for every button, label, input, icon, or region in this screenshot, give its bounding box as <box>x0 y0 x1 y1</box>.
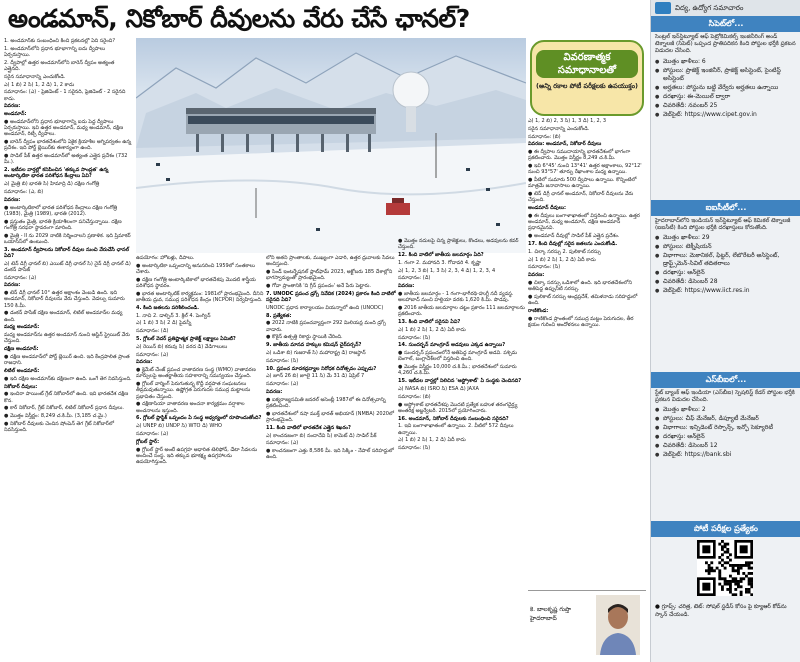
paragraph: వివరణ: <box>398 283 415 290</box>
list-item: ● మొత్తం ఖాళీలు: 6 <box>655 58 797 66</box>
paragraph: 1. అండమాన్‌కు సంబంధించి కింది ప్రకటనల్లో ఏది సరైంది? <box>4 38 115 44</box>
paragraph: ● చిల్కా సరస్సు ఒడిశాలో ఉంది. ఇది భారతదేశంలోని అతిపెద్ద ఉప్పునీటి సరస్సు. <box>528 279 632 293</box>
paragraph: ఎ) జూన్ 26 బి) జూలై 11 సి) మే 31 డి) ఏప్రిల్ 7 <box>266 373 365 380</box>
website-link[interactable]: ● వెబ్‌సైట్: https://www.iict.res.in <box>655 287 797 295</box>
paragraph: ● మొత్తం విస్తీర్ణం 10,000 చ.కి.మీ.; భారతదేశంలో సుమారు 4,260 చ.కి.మీ. <box>398 364 517 377</box>
list-item: ● మొత్తం ఖాళీలు: 29 <box>655 234 797 242</box>
paragraph: 1. చిల్కా సరస్సు 2. పులికాట్ సరస్సు <box>528 248 601 255</box>
job-box-title: సిపెట్‌లో... <box>651 16 800 32</box>
paragraph: 16. అండమాన్, నికోబార్ దీవులకు సంబంధించి సరైనది? <box>398 415 509 422</box>
author-name-block <box>530 605 594 623</box>
column-5 <box>528 118 646 588</box>
paragraph: ఎ) UNEP బి) UNDP సి) WTO డి) WHO <box>136 423 222 430</box>
list-item: ● చివరితేదీ: డిసెంబర్ 12 <box>655 442 797 450</box>
author-name: కె. బాలకృష్ణ గుప్తా <box>530 606 572 613</box>
paragraph: ఎ) 1 బి) 2 సి) 1, 2 డి) ఏదీ కాదు <box>398 437 466 444</box>
list-item: ● చివరితేదీ: డిసెంబర్ 28 <box>655 278 797 286</box>
paragraph: ● దక్షిణ గంగోత్రి అంటార్కిటికాలో భారతదేశపు మొదటి శాస్త్రీయ పరిశోధన స్థావరం. <box>136 276 256 289</box>
paragraph: ● అండమాన్ దీవుల్లో సాడిల్ పీక్ ఎత్తైన ప్రదేశం. <box>528 233 620 240</box>
paragraph: 1. నాచి 2. డాల్ఫిన్ 3. క్రిల్ 4. పెంగ్విన్ <box>136 312 211 319</box>
paragraph: నికోబార్ దీవులు: <box>4 383 38 390</box>
paragraph: ● మొత్తం విస్తీర్ణం: 8,249 చ.కి.మీ. (3,185 చ.మై.) <box>4 413 107 420</box>
paragraph: ● 2016 జాతీయ జలమార్గాల చట్టం ప్రకారం 111 జలమార్గాలను ప్రకటించారు. <box>398 304 525 318</box>
website-link[interactable]: ● వెబ్‌సైట్: https://www.cipet.gov.in <box>655 111 797 119</box>
paragraph: ● అంటార్కిటికా ఒప్పందాన్ని అనుసరించి 1959లో సంతకాలు చేశారు. <box>136 262 255 275</box>
job-box-desc: స్టేట్ బ్యాంక్ ఆఫ్ ఇండియా (ఎస్‌బీఐ) స్పెషలిస్ట్ కేడర్ పోస్టుల భర్తీకి ప్రకటన విడుదల చేసింది. <box>655 390 795 404</box>
paragraph: ● అండమాన్‌లోని ప్రధాన భూభాగాన్ని ఐదు పెద్ద ద్వీపాలు ఏర్పరుస్తాయి. ఇవి ఉత్తర అండమాన్, మధ్య అండమాన్, దక్షిణ అండమాన్, రిట్చీ ద్వీపాలు. <box>4 118 124 138</box>
paragraph: మధ్య అండమాన్: <box>4 324 40 331</box>
job-box-iict <box>651 200 800 370</box>
paragraph: సమాధానం: (బి) <box>528 133 561 140</box>
paragraph: 2. ఇటీవల వార్తల్లో కనిపించిన 'తక్కువ సాంద్రత' ఉన్న అంటార్కిటికా భారత పరిశోధన కేంద్రాలు ఏవి? <box>4 167 109 180</box>
paragraph: సమాధానం: (ఎ) <box>4 274 37 281</box>
sidebar-header <box>651 0 800 16</box>
paragraph: సమాధానం: (ఎ) <box>136 430 169 437</box>
badge-subtitle: (అన్ని రకాల పోటీ పరీక్షలకు ఉపయుక్తం) <box>536 82 638 90</box>
paragraph: ● దక్షిణాసియా వాతావరణ అంచనా కార్యక్రమం వర్షాకాల అంచనాలను ఇస్తుంది. <box>136 401 245 414</box>
station-illustration <box>136 38 526 253</box>
list-item: ● దరఖాస్తు: ఈ-మెయిల్ ద్వారా <box>655 93 797 101</box>
paragraph: ● ఈ దీవులు బంగాళాఖాతంలో విస్తరించి ఉన్నాయి. ఉత్తర అండమాన్, మధ్య అండమాన్, దక్షిణ అండమాన్ ప్రధానమైనవి. <box>528 212 640 232</box>
qr-code-graphic <box>697 540 753 596</box>
paragraph: లోని అతని ప్రాంతాలకు, ముఖ్యంగా ఎడారి, ఉత్తర ధ్రువాలకు సేవలు అందిస్తుంది. <box>266 255 395 268</box>
paragraph: 15. ఇటీవల వార్తల్లో నిలిచిన 'ఆస్ట్రోశాట్' ఏ సంస్థకు చెందినది? <box>398 378 522 385</box>
explanatory-answers-badge <box>530 40 644 116</box>
paragraph: ● సిండ్ ఇంటర్నేషనల్ ప్లాట్‌ఫామ్ 2023, అక్టోబరు 185 దేశాల్లోని భాగస్వామ్యంతో ప్రారంభమైంది. <box>266 269 393 282</box>
qr-caption: ● గ్రూప్స్: చరిత్ర, టెట్: సోషల్ స్టడీస్ కోసం పై క్యూఆర్ కోడ్‌ను స్కాన్ చేయండి. <box>655 604 787 618</box>
paragraph: ● పులికాట్ సరస్సు ఆంధ్రప్రదేశ్, తమిళనాడు సరిహద్దులో ఉంది. <box>528 293 638 307</box>
paragraph: ● దక్షిణ అండమాన్‌లో పోర్ట్ బ్లెయిర్ ఉంది. ఇది కేంద్రపాలిత ప్రాంత రాజధాని. <box>4 353 130 367</box>
qr-code-icon[interactable] <box>697 540 753 596</box>
column-4 <box>398 238 526 658</box>
author-place: హైదరాబాద్ <box>530 615 557 622</box>
headline: అండమాన్, నికోబార్ దీవులను వేరు చేసే ఛానల్? <box>8 4 470 33</box>
paragraph: ● కాంచనజంగా ఎత్తు 8,586 మీ. ఇది సిక్కిం - నేపాల్ సరిహద్దులో ఉంది. <box>266 448 394 461</box>
job-box-desc: హైదరాబాద్‌లోని ఇండియన్ ఇన్‌స్టిట్యూట్ ఆఫ్ కెమికల్ టెక్నాలజీ (ఐఐసీటీ) కింది పోస్టుల భర్తీకి దరఖాస్తులు కోరుతోంది. <box>655 218 791 232</box>
paragraph: రాణికొండ: <box>528 307 549 314</box>
paragraph: 3. అండమాన్ ద్వీపాలను నికోబార్ దీవుల నుంచి వేరుచేసే ఛానల్ ఏది? <box>4 246 130 259</box>
paragraph: ఎ) 1 బి) 3 సి) 2 డి) పైవన్నీ <box>136 320 192 327</box>
paragraph: సరైన సమాధానాన్ని ఎంచుకోండి. <box>528 125 590 132</box>
paragraph: ఎ) మైత్రి బి) భారతి సి) హిమాద్రి డి) దక్షిణ గంగోత్రి <box>4 181 100 188</box>
paragraph: ● ఆస్ట్రోశాట్ భారతదేశపు మొదటి ప్రత్యేక బహుళ తరంగదైర్ఘ్య అంతరిక్ష అబ్జర్వేటరీ. 2015లో ప్రయోగించారు. <box>398 401 518 414</box>
website-link[interactable]: ● వెబ్‌సైట్: https://bank.sbi <box>655 451 797 459</box>
paragraph: ● అంటార్కిటికాలో భారత పరిశోధన కేంద్రాలు దక్షిణ గంగోత్రి (1983), మైత్రి (1989), భారతి (2012). <box>4 204 118 217</box>
column-3 <box>266 255 396 658</box>
paragraph: 2. ద్వీపాల్లో ఉత్తర అండమాన్‌లోని బారెన్ ద్వీపం అత్యంత ఎత్తైనది. <box>4 59 115 72</box>
paragraph: సమాధానం: (సి) <box>398 445 431 452</box>
badge-title: వివరణాత్మక సమాధానాలతో <box>536 50 638 78</box>
paragraph: ● క్లైమేట్ చేంజ్ ప్రపంచ వాతావరణ సంస్థ (WMO) వాతావరణ మార్పులపై అంతర్జాతీయ సహకారాన్ని సమన్వయం చేస్తుంది. <box>136 367 256 380</box>
column-1 <box>4 38 132 658</box>
paragraph: 1. గంగా 2. మహానది 3. గోదావరి 4. కృష్ణా <box>398 259 481 266</box>
paragraph: దక్షిణ అండమాన్: <box>4 346 39 353</box>
paragraph: ● ప్రస్తుతం మైత్రి, భారతి క్రియాశీలంగా పనిచేస్తున్నాయి. దక్షిణ గంగోత్రి సరఫరా స్థావరంగా మారింది. <box>4 218 122 231</box>
list-item: ● దరఖాస్తు: ఆన్‌లైన్ <box>655 269 797 277</box>
paragraph: UNODC ప్రధాన కార్యాలయం వియన్నాలో ఉంది (UNODC) <box>266 304 384 311</box>
paragraph: గ్లోబల్ స్టార్: <box>136 438 160 445</box>
job-box-list <box>651 234 800 295</box>
job-box-title: ఐఐసీటీలో... <box>651 200 800 216</box>
paragraph: వివరణ: <box>266 388 283 395</box>
paragraph: మధ్య అండమాన్‌ను ఉత్తర అండమాన్ నుంచి ఆస్టిన్ స్ట్రెయిట్ వేరు చేస్తుంది. <box>4 332 130 345</box>
paragraph: ● భారతదేశంలో నషా ముక్త్ భారత్ అభియాన్ (NMBA) 2020లో ప్రారంభమైంది. <box>266 410 395 423</box>
paragraph: ● గ్లోబల్ వార్మింగ్ పెరుగుతున్న కొద్దీ వర్షపాత సంఘటనలు తీవ్రమవుతున్నాయి. ఉష్ణోగ్రత పెరుగుదల సముద్ర మట్టాలను ప్రభావితం చేస్తుంది. <box>136 381 251 400</box>
author-portrait <box>596 595 640 655</box>
job-box-title: ఎస్‌బీఐలో... <box>651 372 800 388</box>
list-item: ● విభాగాలు: మెకానికల్, ఫిట్టర్, లేబొరేటరీ అసిస్టెంట్, డ్రాఫ్ట్స్‌మెన్-సివిల్ తదితరాలు <box>655 252 797 268</box>
paragraph: సమాధానం: (ఎ) <box>136 351 169 358</box>
list-item: ● మొత్తం ఖాళీలు: 2 <box>655 406 797 414</box>
paragraph: ● 2022 నాటికి ప్రపంచవ్యాప్తంగా 292 మిలియన్ల మంది డ్రగ్స్ వాడారు. <box>266 320 386 333</box>
paragraph: ● ఐక్యరాజ్యసమితి జనరల్ అసెంబ్లీ 1987లో ఈ దినోత్సవాన్ని ప్రకటించింది. <box>266 396 386 409</box>
paragraph: సమాధానం: (బి) <box>398 393 431 400</box>
paragraph: 12. కింది వాటిలో జాతీయ జలమార్గం ఏది? <box>398 252 484 258</box>
sidebar-header-label: విద్య, ఉద్యోగ సమాచారం <box>675 4 744 12</box>
paragraph: 11. కింది వాటిలో భారతదేశ ఎత్తైన శిఖరం? <box>266 424 351 431</box>
column-2 <box>136 255 264 658</box>
paragraph: అండమాన్: <box>4 111 27 118</box>
paragraph: 1. అండమాన్‌లోని ప్రధాన భూభాగాన్ని ఐదు ద్వీపాలు ఏర్పరుస్తాయి. <box>4 45 106 58</box>
paragraph: లిటిల్ అండమాన్: <box>4 367 40 374</box>
paragraph: వివరణ: <box>4 282 21 289</box>
paragraph: వివరణ: అండమాన్, నికోబార్ దీవులు <box>528 141 602 148</box>
job-box-list <box>651 58 800 119</box>
paragraph: ఎ) టెన్ డిగ్రీ ఛానల్ బి) ఎయిట్ డిగ్రీ ఛానల్ సి) నైన్ డిగ్రీ ఛానల్ డి) డంకన్ పాసేజ్ <box>4 260 131 273</box>
list-item: ● దరఖాస్తు: ఆన్‌లైన్ <box>655 433 797 441</box>
paragraph: ● బారెన్ ద్వీపం భారతదేశంలోని ఏకైక క్రియాశీల అగ్నిపర్వతం ఉన్న ప్రదేశం. ఇది పోర్ట్ బ్లెయిర్‌కు ఈశాన్యంగా ఉంది. <box>4 139 132 152</box>
job-box-cipet <box>651 16 800 198</box>
paragraph: 10. ప్రపంచ మాదకద్రవ్యాల నిరోధక దినోత్సవం ఎప్పుడు? <box>266 365 377 372</box>
paragraph: సమాధానం: (సి) <box>266 357 299 364</box>
sidebar-jobs <box>650 0 800 662</box>
paragraph: సమాధానం: (ఎ) <box>266 381 299 388</box>
paragraph: 8. ప్రత్యేకత: <box>266 312 292 319</box>
paragraph: ఎ) రెయిన్ బి) కరువు సి) వరద డి) వేడిగాలులు <box>136 343 228 350</box>
paragraph: 17. కింది దీవుల్లో సరైన జతలను ఎంచుకోండి. <box>528 240 618 247</box>
paragraph: సమాధానం: (సి) <box>528 264 561 271</box>
special-section-title: పోటీ పరీక్షల ప్రత్యేకం <box>651 521 800 537</box>
paragraph: ● మైత్రి - II ను 2029 నాటికి నిర్మించాలని ప్రణాళిక. ఇది ష్రిమాకర్ ఒయాసిస్‌లో ఉంటుంది. <box>4 232 131 245</box>
paragraph: సమాధానం: (ఎ) <box>266 440 299 447</box>
list-item: ● చివరితేదీ: నవంబర్ 25 <box>655 102 797 110</box>
paragraph: ● నికోబార్ దీవులకు చెందిన షోంపెన్ తెగ గ్రేట్ నికోబార్‌లో నివసిస్తుంది. <box>4 420 115 434</box>
paragraph: సరైన సమాధానాన్ని ఎంచుకోండి. <box>4 73 66 80</box>
paragraph: వివరణ: <box>528 272 545 279</box>
paragraph: సమాధానం: (సి) <box>398 334 431 341</box>
paragraph: వివరణ: <box>4 196 21 203</box>
job-box-sbi <box>651 372 800 520</box>
paragraph: ఉపయోగం: హోటళ్లు, దీపాలు. <box>136 255 195 261</box>
job-box-desc: సెంట్రల్ ఇన్‌స్టిట్యూట్ ఆఫ్ పెట్రోకెమికల్స్ ఇంజినీరింగ్ అండ్ టెక్నాలజీ (సిపెట్) ఒప్పంద ప్రాతిపదికన కింది పోస్టుల భర్తీకి ప్రకటన విడుదల చేసింది. <box>655 34 796 55</box>
paragraph: ఎ) 1 బి) 2 సి) 1, 2 డి) 1, 2 కాదు <box>4 81 75 88</box>
paragraph: ఎ) కాంచనజంగా బి) నందాదేవి సి) కామెట్ డి) సాడిల్ పీక్ <box>266 432 377 439</box>
paragraph: ● రాణికొండ ప్రాంతంలో సముద్ర మట్టం పెరుగుదల, తీర క్షయం గురించి ఆందోళనలు ఉన్నాయి. <box>528 315 634 328</box>
paragraph: ● సుందర్బన్ ప్రపంచంలోనే అతిపెద్ద మాంగ్రూవ్ అడవి. పశ్చిమ బెంగాల్, బంగ్లాదేశ్‌లలో విస్తరించి ఉంది. <box>398 350 518 363</box>
paragraph: ● గ్లోబల్ స్టార్ అంటే ఉపగ్రహ ఆధారిత టెలిఫోన్, డేటా సేవలను అందించే సంస్థ. ఇది తక్కువ భూకక్ష్య ఉపగ్రహాలను ఉపయోగిస్తుంది. <box>136 446 258 465</box>
paragraph: 14. సుందర్బన్ మాంగ్రూవ్ అడవులు ఎక్కడ ఉన్నాయి? <box>398 342 506 349</box>
paragraph: ● గోవా ప్రాంతానికి 'ది గ్రీన్ ప్రపంచం' అనే పేరు పెట్టారు. <box>266 283 371 289</box>
paragraph: 9. జాతీయ మానవ హక్కుల కమిషన్ చైర్‌పర్సన్? <box>266 342 362 349</box>
paragraph: 6. గ్లోబల్ ప్లాస్టిక్ ఒప్పందం ఏ సంస్థ ఆధ్వర్యంలో రూపొందుతోంది? <box>136 415 262 422</box>
paragraph: సమాధానం: (డి) <box>136 328 169 335</box>
paragraph: ● టెన్ డిగ్రీ ఛానల్ అండమాన్, నికోబార్ దీవులను వేరు చేస్తుంది. <box>528 191 634 204</box>
paragraph: ● మొత్తం నదులపై చిన్న ప్రాజెక్టులు, కొండలు, అడవులను కవర్ చేస్తుంది. <box>398 238 519 251</box>
paragraph: సమాధానం: (ఎ) - ఫ్రెజిడెంట్ - 1 సరైనది, ఫ్రెజిడెంట్ - 2 సరైనది కాదు. <box>4 89 126 102</box>
paragraph: ● ఈ ద్వీపాల సముదాయాన్ని భారతదేశంలో భాగంగా ప్రకటించారు. మొత్తం విస్తీర్ణం 8,249 చ.కి.మీ. <box>528 149 631 162</box>
paragraph: ● టెన్ డిగ్రీ ఛానల్ 10° ఉత్తర అక్షాంశం వెంబడి ఉంది. ఇది అండమాన్, నికోబార్ దీవులను వేరు చేస్తుంది. వెడల్పు సుమారు 150 కి.మీ. <box>4 290 125 309</box>
antarctic-station-photo <box>136 38 526 253</box>
paragraph: ● ఇందిరా పాయింట్ గ్రేట్ నికోబార్‌లో ఉంది. ఇది భారతదేశ దక్షిణ కొన. <box>4 391 129 404</box>
list-item: ● పోస్టులు: చీఫ్ మేనేజర్, డిప్యూటీ మేనేజర్ <box>655 415 797 423</box>
author-block <box>528 590 646 658</box>
paragraph: ● కొకైన్ ఉత్పత్తి రికార్డు స్థాయికి చేరింది. <box>266 334 343 341</box>
paragraph: ఎ) NASA బి) ISRO సి) ESA డి) JAXA <box>398 385 479 392</box>
paragraph: ● భారత అంటార్కిటిక్ కార్యక్రమం: 1981లో ప్రారంభమైంది. దీనిని జాతీయ ధ్రువ, సముద్ర పరిశోధన కేంద్రం (NCPOR) నిర్వహిస్తుంది. <box>136 290 264 303</box>
paragraph: ● జాతీయ జలమార్గం - 1 గంగా-భాగీరథి-హుగ్లీ నదీ వ్యవస్థ. అలహాబాద్ నుంచి హల్దియా వరకు 1,620 కి.మీ. పొడవు. <box>398 290 514 304</box>
paragraph: ● ఇవి 6°45' నుంచి 13°41' ఉత్తర అక్షాంశాలు, 92°12' నుంచి 93°57' తూర్పు రేఖాంశాల మధ్య ఉన్నాయి. <box>528 163 642 176</box>
paragraph: ● సాడిల్ పీక్ ఉత్తర అండమాన్‌లో అత్యంత ఎత్తైన ప్రదేశం (732 మీ.). <box>4 153 128 166</box>
list-item: ● అర్హతలు: పోస్టును బట్టి వేర్వేరు అర్హతలు ఉన్నాయి <box>655 84 797 92</box>
paragraph: ● డంకన్ పాసేజ్ దక్షిణ అండమాన్, లిటిల్ అండమాన్‌ల మధ్య ఉంది. <box>4 310 123 323</box>
paragraph: ఎ) 1, 2, 3 బి) 1, 3 సి) 2, 3, 4 డి) 1, 2, 3, 4 <box>398 267 496 274</box>
paragraph: 7. UNODC ప్రపంచ డ్రగ్స్ నివేదిక (2024) ప్రకారం కింది వాటిలో సరైనది ఏది? <box>266 290 396 303</box>
paragraph: సమాధానం: (డి) <box>398 275 431 282</box>
paragraph: ఎ) 1 బి) 2 సి) 1, 2 డి) ఏదీ కాదు <box>528 256 596 263</box>
list-item: ● పోస్టులు: టెక్నీషియన్ <box>655 243 797 251</box>
paragraph: 5. గ్లోబల్ వెదర్ ప్రతిష్టాత్మక ప్రాజెక్ట్ లక్ష్యాలు ఏమిటి? <box>136 335 236 342</box>
paragraph: సమాధానం: (ఎ, బి) <box>4 188 44 195</box>
paragraph: ● ఇది దక్షిణ అండమాన్‌కు దక్షిణంగా ఉంది. ఒంగే తెగ నివసిస్తుంది. <box>4 375 132 382</box>
list-item: ● పోస్టులు: ప్రాజెక్ట్ ఇంజినీర్, ప్రాజెక్ట్ అసిస్టెంట్, సైంటిస్ట్ అసిస్టెంట్ <box>655 67 797 83</box>
paragraph: ఎ) 1, 2 బి) 2, 3 సి) 1, 3 డి) 1, 2, 3 <box>528 118 607 124</box>
paragraph: వివరణ: <box>136 359 153 366</box>
paragraph: అండమాన్ దీవులు: <box>528 205 566 212</box>
author-photo <box>596 595 640 655</box>
paragraph: ● వీటిలో సుమారు 500 ద్వీపాలు ఉన్నాయి. కొన్నింటిలో మాత్రమే జనావాసాలు ఉన్నాయి. <box>528 177 637 190</box>
paragraph: 4. కింది జతలను పరిశీలించండి. <box>136 304 199 311</box>
job-box-list <box>651 406 800 459</box>
paragraph: 1. ఇవి బంగాళాఖాతంలో ఉన్నాయి. 2. వీటిలో 572 దీవులు ఉన్నాయి. <box>398 423 514 436</box>
paragraph: ఎ) 1 బి) 2 సి) 1, 2 డి) ఏదీ కాదు <box>398 326 466 333</box>
newspaper-icon <box>655 2 671 14</box>
paragraph: ● కార్ నికోబార్, గ్రేట్ నికోబార్, లిటిల్ నికోబార్ ప్రధాన దీవులు. <box>4 405 124 412</box>
list-item: ● విభాగాలు: ఇన్సిడెంట్ రెస్పాన్స్, ఇన్ఫో సెక్యూరిటీ <box>655 424 797 432</box>
paragraph: వివరణ: <box>4 103 21 110</box>
paragraph: 13. కింది వాటిలో సరైనవి ఏవి? <box>398 318 461 325</box>
paragraph: ఎ) ఒడిశా బి) గుజరాత్ సి) మహారాష్ట్ర డి) రాజస్థాన్ <box>266 349 366 356</box>
